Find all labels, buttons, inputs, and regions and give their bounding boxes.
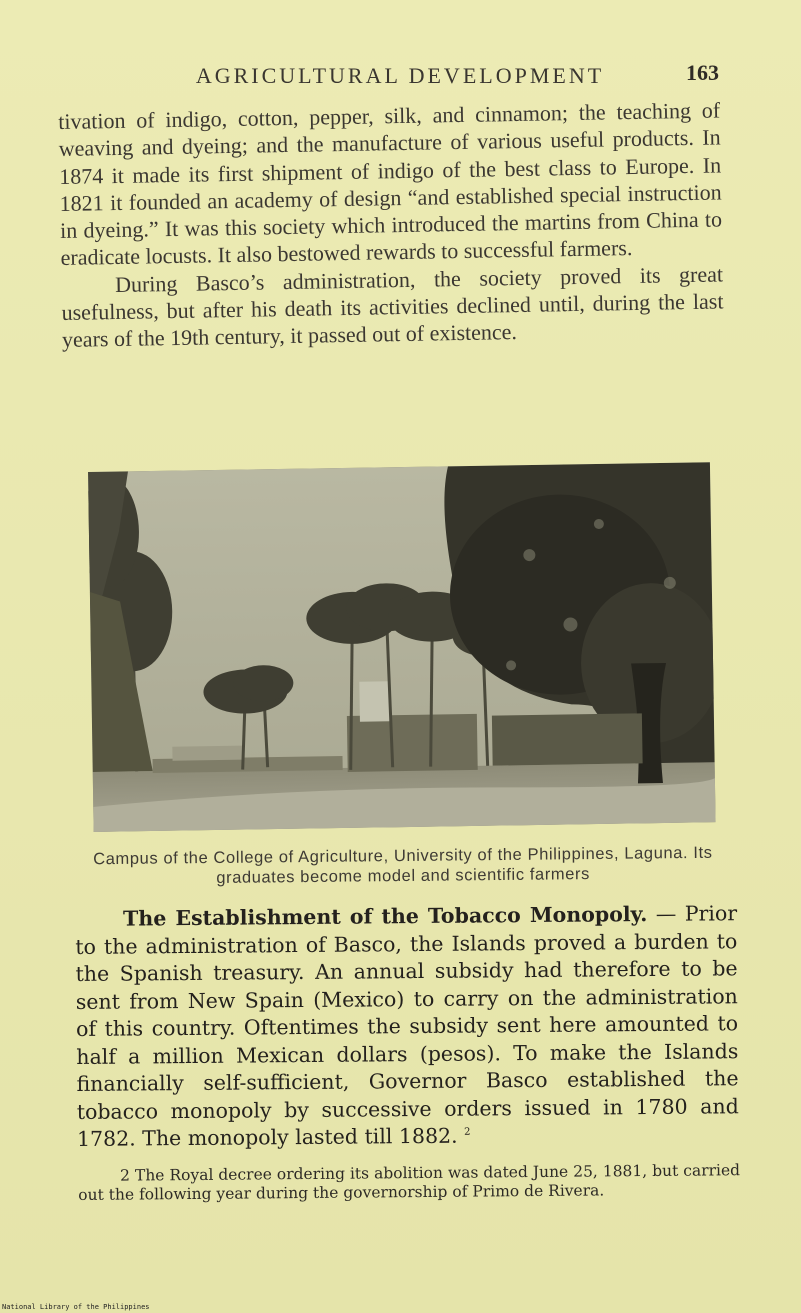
campus-photo-illustration bbox=[88, 462, 716, 832]
body-text bbox=[58, 96, 724, 353]
section-paragraph bbox=[75, 900, 739, 1153]
section-text: Prior to the administration of Basco, the Islands proved a burden to the Spanish treasury. An annual subsidy had therefore to be sent from New Spain (Mexico) to carry on the administration of this country. Oftentimes the subsidy sent here amounted to half a million Mexican dollars (pesos). To make the Islands financially self-sufficient, Governor Basco established the tobacco monopoly by successive orders issued in 1780 and 1782. The monopoly lasted till 1882. bbox=[75, 901, 739, 1151]
tobacco-monopoly-section bbox=[75, 900, 739, 1153]
footnote bbox=[78, 1161, 740, 1205]
page-number: 163 bbox=[686, 60, 719, 85]
footnote-ref[interactable]: 2 bbox=[464, 1126, 471, 1138]
footnote-paragraph bbox=[78, 1161, 740, 1205]
campus-photo bbox=[88, 462, 716, 832]
paragraph-2: During Basco’s administration, the society proved its great usefulness, but after his death its activities declined until, during the last years of the 19th century, it passed out of existence. bbox=[61, 261, 724, 353]
em-dash: — bbox=[647, 901, 685, 927]
figure-caption: Campus of the College of Agriculture, University of the Philippines, Laguna. Its graduates become model and scientific farmers bbox=[93, 843, 713, 887]
paragraph-1: tivation of indigo, cotton, pepper, silk, and cinnamon; the teaching of weaving and dyeing; and the manufacture of various useful products. In 1874 it made its first shipment of indigo of the best class to Europe. In 1821 it founded an academy of design “and established special instruction in dyeing.” It was this society which introduced the martins from China to eradicate locusts. It also bestowed rewards to successful farmers. bbox=[58, 97, 723, 271]
library-credit: National Library of the Philippines bbox=[2, 1303, 150, 1311]
footnote-text: The Royal decree ordering its abolition was dated June 25, 1881, but carried out the following year during the governorship of Primo de Rivera. bbox=[78, 1161, 741, 1204]
section-heading: The Establishment of the Tobacco Monopoly. bbox=[123, 902, 648, 931]
running-head: AGRICULTURAL DEVELOPMENT bbox=[195, 63, 605, 88]
footnote-marker: 2 bbox=[119, 1166, 131, 1185]
